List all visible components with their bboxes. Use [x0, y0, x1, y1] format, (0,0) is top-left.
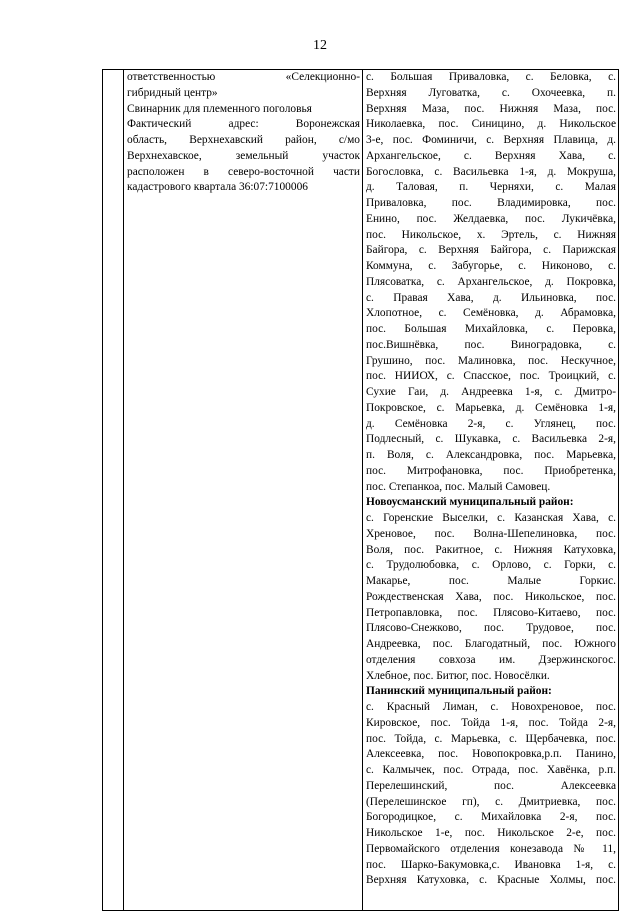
text-line: Плясоватка, с. Архангельское, д. Покровка, [366, 275, 616, 288]
district-heading: Панинский муниципальный район: [366, 685, 552, 698]
text-line: Грушино, пос. Малиновка, пос. Нескучное, [366, 354, 616, 367]
text-line: Приваловка, пос. Владимировка, пос. [366, 197, 616, 209]
text-line: д. Семёновка 2-я, с. Углянец, пос. [366, 417, 616, 430]
text-line: Перелешинский, пос. Алексеевка [366, 779, 616, 792]
text-line: Макарье, пос. Малые Горкис. [366, 575, 616, 587]
text-line: с. Трудолюбовка, с. Орлово, с. Горки, с. [366, 559, 616, 572]
text-line: ответственностью «Селекционно- [127, 71, 360, 83]
text-line: пос. Степанкоа, пос. Малый Самовец. [366, 480, 551, 493]
text-line: расположен в северо-восточной части [127, 165, 360, 178]
text-line: Петропавловка, пос. Плясово-Китаево, пос. [366, 606, 616, 619]
text-line: с. Горенские Выселки, с. Казанская Хава, с. [366, 512, 616, 524]
text-line: п. Воля, с. Александровка, пос. Марьевка, [366, 449, 616, 461]
text-line: с. Правая Хава, д. Ильиновка, пос. [366, 291, 616, 304]
table-row [103, 70, 619, 911]
text-line: пос. Тойда, с. Марьевка, с. Щербачевка, пос. [366, 732, 616, 745]
text-line: Богословка, с. Васильевка 1-я, д. Мокруша, [366, 165, 616, 178]
text-line: (Перелешинское гп), с. Дмитриевка, пос. [366, 795, 616, 808]
text-line: д. Таловая, п. Черняхи, с. Малая [366, 181, 616, 194]
page-number: 12 [313, 38, 327, 53]
empty-number-cell [103, 70, 124, 911]
text-line: область, Верхнехавский район, с/мо [127, 134, 360, 146]
settlements-list-text [366, 70, 616, 889]
text-line: Подлесный, с. Шукавка, с. Васильевка 2-я, [366, 433, 616, 446]
text-line: Первомайского отделения конезавода № 11, [366, 842, 616, 855]
text-line: Рождественская Хава, пос. Никольское, пос. [366, 590, 616, 603]
text-line: Архангельское, с. Верхняя Хава, с. [366, 149, 616, 162]
text-line: 3-е, пос. Фоминичи, с. Верхняя Плавица, д. [366, 134, 616, 146]
facility-description-text [127, 70, 360, 196]
text-line: Никольское 1-е, пос. Никольское 2-е, пос. [366, 827, 616, 839]
text-line: кадастрового квартала 36:07:7100006 [127, 181, 308, 194]
text-line: пос. НИИОХ, с. Спасское, пос. Троицкий, с. [366, 370, 616, 383]
text-line: Андреевка, пос. Благодатный, пос. Южного [366, 638, 616, 650]
text-line: пос. Шарко-Бакумовка,с. Ивановка 1-я, с. [366, 858, 616, 871]
text-line: с. Калмычек, пос. Отрада, пос. Хавёнка, р.п. [366, 764, 616, 776]
text-line: пос. Большая Михайловка, с. Перовка, [366, 323, 616, 335]
text-line: Верхнехавское, земельный участок [127, 149, 360, 162]
text-line: с. Красный Лиман, с. Новохреновое, пос. [366, 701, 616, 713]
text-line: Хлопотное, с. Семёновка, д. Абрамовка, [366, 307, 616, 320]
text-line: гибридный центр» [127, 86, 218, 99]
text-line: Коммуна, с. Забугорье, с. Никоново, с. [366, 260, 616, 272]
text-line: Хреновое, пос. Волна-Шепелиновка, пос. [366, 527, 616, 540]
text-line: Верхняя Маза, пос. Нижняя Маза, пос. [366, 102, 616, 115]
settlements-table [102, 69, 619, 911]
text-line: Кировское, пос. Тойда 1-я, пос. Тойда 2-я, [366, 716, 616, 729]
text-line: Николаевка, пос. Синицино, д. Никольское [366, 118, 616, 131]
text-line: Фактический адрес: Воронежская [127, 118, 360, 131]
text-line: с. Большая Приваловка, с. Беловка, с. [366, 71, 616, 83]
text-line: пос. Никольское, х. Эртель, с. Нижняя [366, 228, 616, 241]
settlements-list-cell [363, 70, 619, 911]
text-line: пос.Вишнёвка, пос. Виноградовка, с. [366, 338, 616, 351]
district-heading: Новоусманский муниципальный район: [366, 496, 574, 509]
text-line: Хлебное, пос. Битюг, пос. Новосёлки. [366, 669, 550, 682]
facility-description-cell [124, 70, 363, 911]
text-line: Верхняя Луговатка, с. Охочеевка, п. [366, 86, 616, 99]
text-line: Свинарник для племенного поголовья [127, 102, 312, 115]
text-line: Плясово-Снежково, пос. Трудовое, пос. [366, 622, 616, 635]
text-line: Верхняя Катуховка, с. Красные Холмы, пос. [366, 874, 616, 887]
text-line: Богородицкое, с. Михайловка 2-я, пос. [366, 811, 616, 824]
text-line: Покровское, с. Марьевка, д. Семёновка 1-я, [366, 401, 616, 414]
text-line: Байгора, с. Верхняя Байгора, с. Парижская [366, 244, 616, 257]
text-line: Воля, пос. Ракитное, с. Нижняя Катуховка, [366, 543, 616, 556]
text-line: пос. Митрофановка, пос. Приобретенка, [366, 464, 616, 477]
text-line: Енино, пос. Желдаевка, пос. Лукичёвка, [366, 212, 616, 225]
text-line: Алексеевка, пос. Новопокровка,р.п. Панино, [366, 748, 616, 761]
text-line: отделения совхоза им. Дзержинскогос. [366, 653, 616, 666]
text-line: Сухие Гаи, д. Андреевка 1-я, с. Дмитро- [366, 386, 616, 398]
